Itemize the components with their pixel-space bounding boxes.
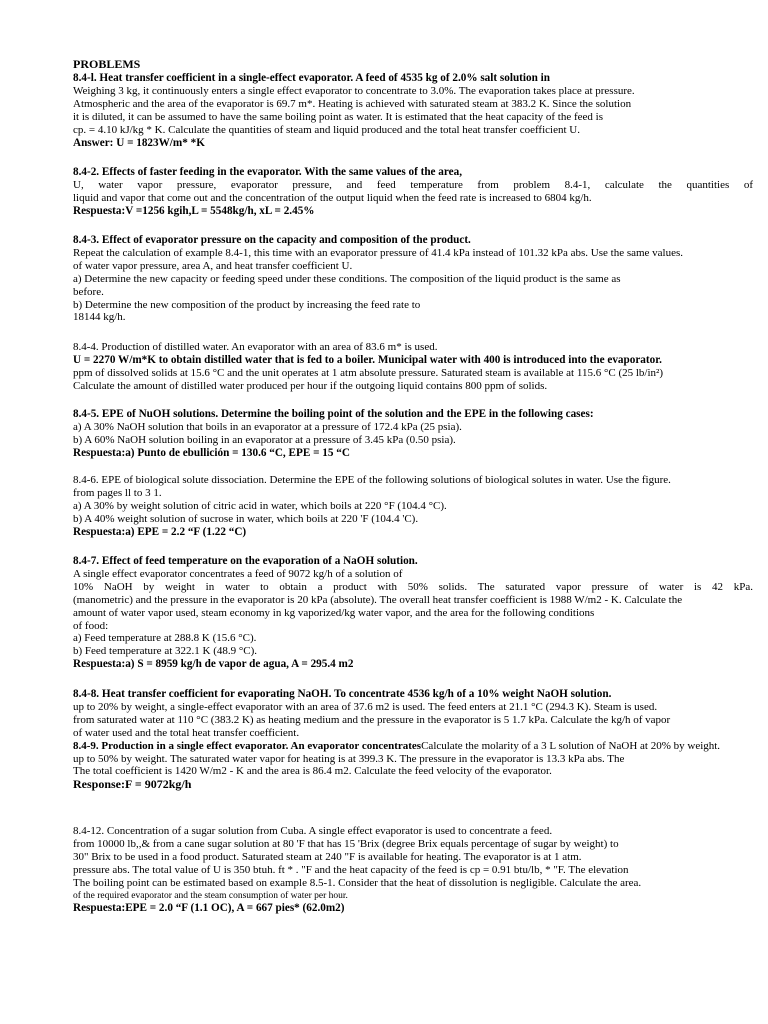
problem-bold-line: Respuesta:a) Punto de ebullición = 130.6 “C, EPE = 15 “C	[73, 446, 350, 459]
problem-text-line: a) Feed temperature at 288.8 K (15.6 °C).	[73, 632, 257, 645]
problem-text-line: from pages ll to 3 1.	[73, 486, 162, 499]
problem-block	[73, 166, 753, 218]
problem-bold-line: Answer: U = 1823W/m* *K	[73, 136, 205, 149]
problem-text-line: it is diluted, it can be assumed to have the same boiling point as water. It is estimated that the heat capacity of the feed is	[73, 110, 603, 123]
problem-bold-line: Respuesta:EPE = 2.0 “F (1.1 OC), A = 667 pies* (62.0m2)	[73, 901, 345, 914]
problem-text-inline: Calculate the molarity of a 3 L solution of NaOH at 20% by weight.	[421, 739, 721, 752]
problem-bold-line: 8.4-2. Effects of faster feeding in the evaporator. With the same values of the area,	[73, 166, 463, 178]
problem-text-line: ppm of dissolved solids at 15.6 °C and the unit operates at 1 atm absolute pressure. Saturated steam is available at 115.6 °C (25 lb/in²)	[73, 366, 663, 379]
problem-text-line: of the required evaporator and the steam consumption of water per hour.	[73, 890, 348, 901]
problem-text-line: Repeat the calculation of example 8.4-1, this time with an evaporator pressure of 41.4 kPa instead of 101.32 kPa abs. Use the same values.	[73, 246, 684, 259]
problem-text-line: A single effect evaporator concentrates a feed of 9072 kg/h of a solution of	[73, 567, 403, 580]
problem-bold-line: Respuesta:a) S = 8959 kg/h de vapor de agua, A = 295.4 m2	[73, 658, 354, 671]
problem-block	[73, 408, 753, 460]
problem-title-inline: 8.4-9. Production in a single effect evaporator. An evaporator concentrates	[73, 739, 422, 752]
problem-text-line: liquid and vapor that come out and the concentration of the output liquid when the feed rate is increased to 6804 kg/h.	[73, 191, 592, 204]
problem-text-line: 8.4-12. Concentration of a sugar solution from Cuba. A single effect evaporator is used to concentrate a feed.	[73, 825, 553, 837]
problem-text-line: before.	[73, 285, 104, 298]
problem-block	[73, 341, 753, 393]
problem-text-line: amount of water vapor used, steam economy in kg vaporized/kg water vapor, and the area for the following conditions	[73, 606, 595, 619]
problem-text-line: a) Determine the new capacity or feeding speed under these conditions. The composition of the liquid product is the same as	[73, 272, 621, 285]
problem-bold-line: Respuesta:a) EPE = 2.2 “F (1.22 “C)	[73, 525, 247, 538]
problem-text-line: (manometric) and the pressure in the evaporator is 20 kPa (absolute). The overall heat transfer coefficient is 1988 W/m2 - K. Calculate the	[73, 593, 683, 606]
problem-bold-line: 8.4-8. Heat transfer coefficient for evaporating NaOH. To concentrate 4536 kg/h of a 10% weight NaOH solution.	[73, 688, 612, 700]
problem-text-line: of food:	[73, 619, 109, 632]
problem-bold-line: 8.4-l. Heat transfer coefficient in a single-effect evaporator. A feed of 4535 kg of 2.0% salt solution in	[73, 72, 550, 84]
problem-block	[73, 474, 753, 539]
document-page	[73, 57, 753, 914]
problem-text-line: U, water vapor pressure, evaporator pressure, and feed temperature from problem 8.4-1, calculate the quantities of	[73, 178, 753, 191]
problem-text-line: pressure abs. The total value of U is 350 btuh. ft * . "F and the heat capacity of the feed is cp = 0.91 btu/lb, * "F. The elevation	[73, 863, 629, 876]
problem-text-line: of water vapor pressure, area A, and heat transfer coefficient U.	[73, 259, 353, 272]
problem-text-line: 18144 kg/h.	[73, 311, 126, 324]
problem-text-line: 8.4-6. EPE of biological solute dissociation. Determine the EPE of the following solutions of biological solutes in water. Use the figure.	[73, 474, 671, 486]
problem-block	[73, 72, 753, 149]
problem-bold-line: Respuesta:V =1256 kgih,L = 5548kg/h, xL = 2.45%	[73, 204, 315, 217]
problem-bold-line: U = 2270 W/m*K to obtain distilled water that is fed to a boiler. Municipal water with 400 is introduced into the evaporator.	[73, 353, 662, 366]
problem-block	[73, 234, 753, 324]
problem-text-line: from saturated water at 110 °C (383.2 K) as heating medium and the pressure in the evaporator is 5 1.7 kPa. Calculate the kg/h of vapor	[73, 713, 671, 726]
problem-text-line: a) A 30% by weight solution of citric acid in water, which boils at 220 °F (104.4 °C).	[73, 499, 447, 512]
problem-text-line: 8.4-4. Production of distilled water. An evaporator with an area of 83.6 m* is used.	[73, 341, 438, 353]
problem-block	[73, 825, 753, 914]
problem-bold-line: Response:F = 9072kg/h	[73, 777, 192, 792]
problem-bold-line	[73, 740, 753, 753]
problem-text-line: up to 20% by weight, a single-effect evaporator with an area of 37.6 m2 is used. The feed enters at 21.1 °C (294.3 K). Steam is used.	[73, 700, 658, 713]
problem-text-line: Calculate the amount of distilled water produced per hour if the outgoing liquid contains 800 ppm of solids.	[73, 379, 548, 392]
problem-bold-line: 8.4-7. Effect of feed temperature on the evaporation of a NaOH solution.	[73, 555, 418, 567]
problem-block	[73, 688, 753, 791]
problem-text-line: 30" Brix to be used in a food product. Saturated steam at 240 "F is available for heating. The evaporator is at 1 atm.	[73, 850, 582, 863]
problem-bold-line: 8.4-3. Effect of evaporator pressure on the capacity and composition of the product.	[73, 234, 471, 246]
problem-text-line: Weighing 3 kg, it continuously enters a single effect evaporator to concentrate to 3.0%. The evaporation takes place at pressure.	[73, 84, 635, 97]
problem-text-line: 10% NaOH by weight in water to obtain a product with 50% solids. The saturated vapor pressure of water is 42 kPa.	[73, 580, 753, 593]
problem-text-line: b) A 40% weight solution of sucrose in water, which boils at 220 'F (104.4 'C).	[73, 512, 419, 525]
problem-block	[73, 555, 753, 671]
problem-text-line: a) A 30% NaOH solution that boils in an evaporator at a pressure of 172.4 kPa (25 psia).	[73, 420, 462, 433]
problem-text-line: b) Feed temperature at 322.1 K (48.9 °C).	[73, 645, 258, 658]
problem-bold-line: 8.4-5. EPE of NuOH solutions. Determine the boiling point of the solution and the EPE in the following cases:	[73, 408, 594, 420]
problem-text-line: b) A 60% NaOH solution boiling in an evaporator at a pressure of 3.45 kPa (0.50 psia).	[73, 433, 456, 446]
problem-text-line: Atmospheric and the area of the evaporator is 69.7 m*. Heating is achieved with saturated steam at 383.2 K. Since the solution	[73, 97, 632, 110]
problem-text-line: The total coefficient is 1420 W/m2 - K and the area is 86.4 m2. Calculate the feed velocity of the evaporator.	[73, 765, 552, 778]
problem-text-line: from 10000 lb,,& from a cane sugar solution at 80 'F that has 15 'Brix (degree Brix equals percentage of sugar by weight) to	[73, 837, 619, 850]
problem-text-line: up to 50% by weight. The saturated water vapor for heating is at 399.3 K. The pressure in the evaporator is 13.3 kPa abs. The	[73, 752, 625, 765]
problem-text-line: of water used and the total heat transfer coefficient.	[73, 726, 300, 739]
problem-text-line: The boiling point can be estimated based on example 8.5-1. Consider that the heat of dissolution is negligible. Calculate the area.	[73, 876, 642, 889]
problem-text-line: cp. = 4.10 kJ/kg * K. Calculate the quantities of steam and liquid produced and the total heat transfer coefficient U.	[73, 123, 580, 136]
problem-text-line: b) Determine the new composition of the product by increasing the feed rate to	[73, 298, 421, 311]
page-heading: PROBLEMS	[73, 57, 141, 71]
